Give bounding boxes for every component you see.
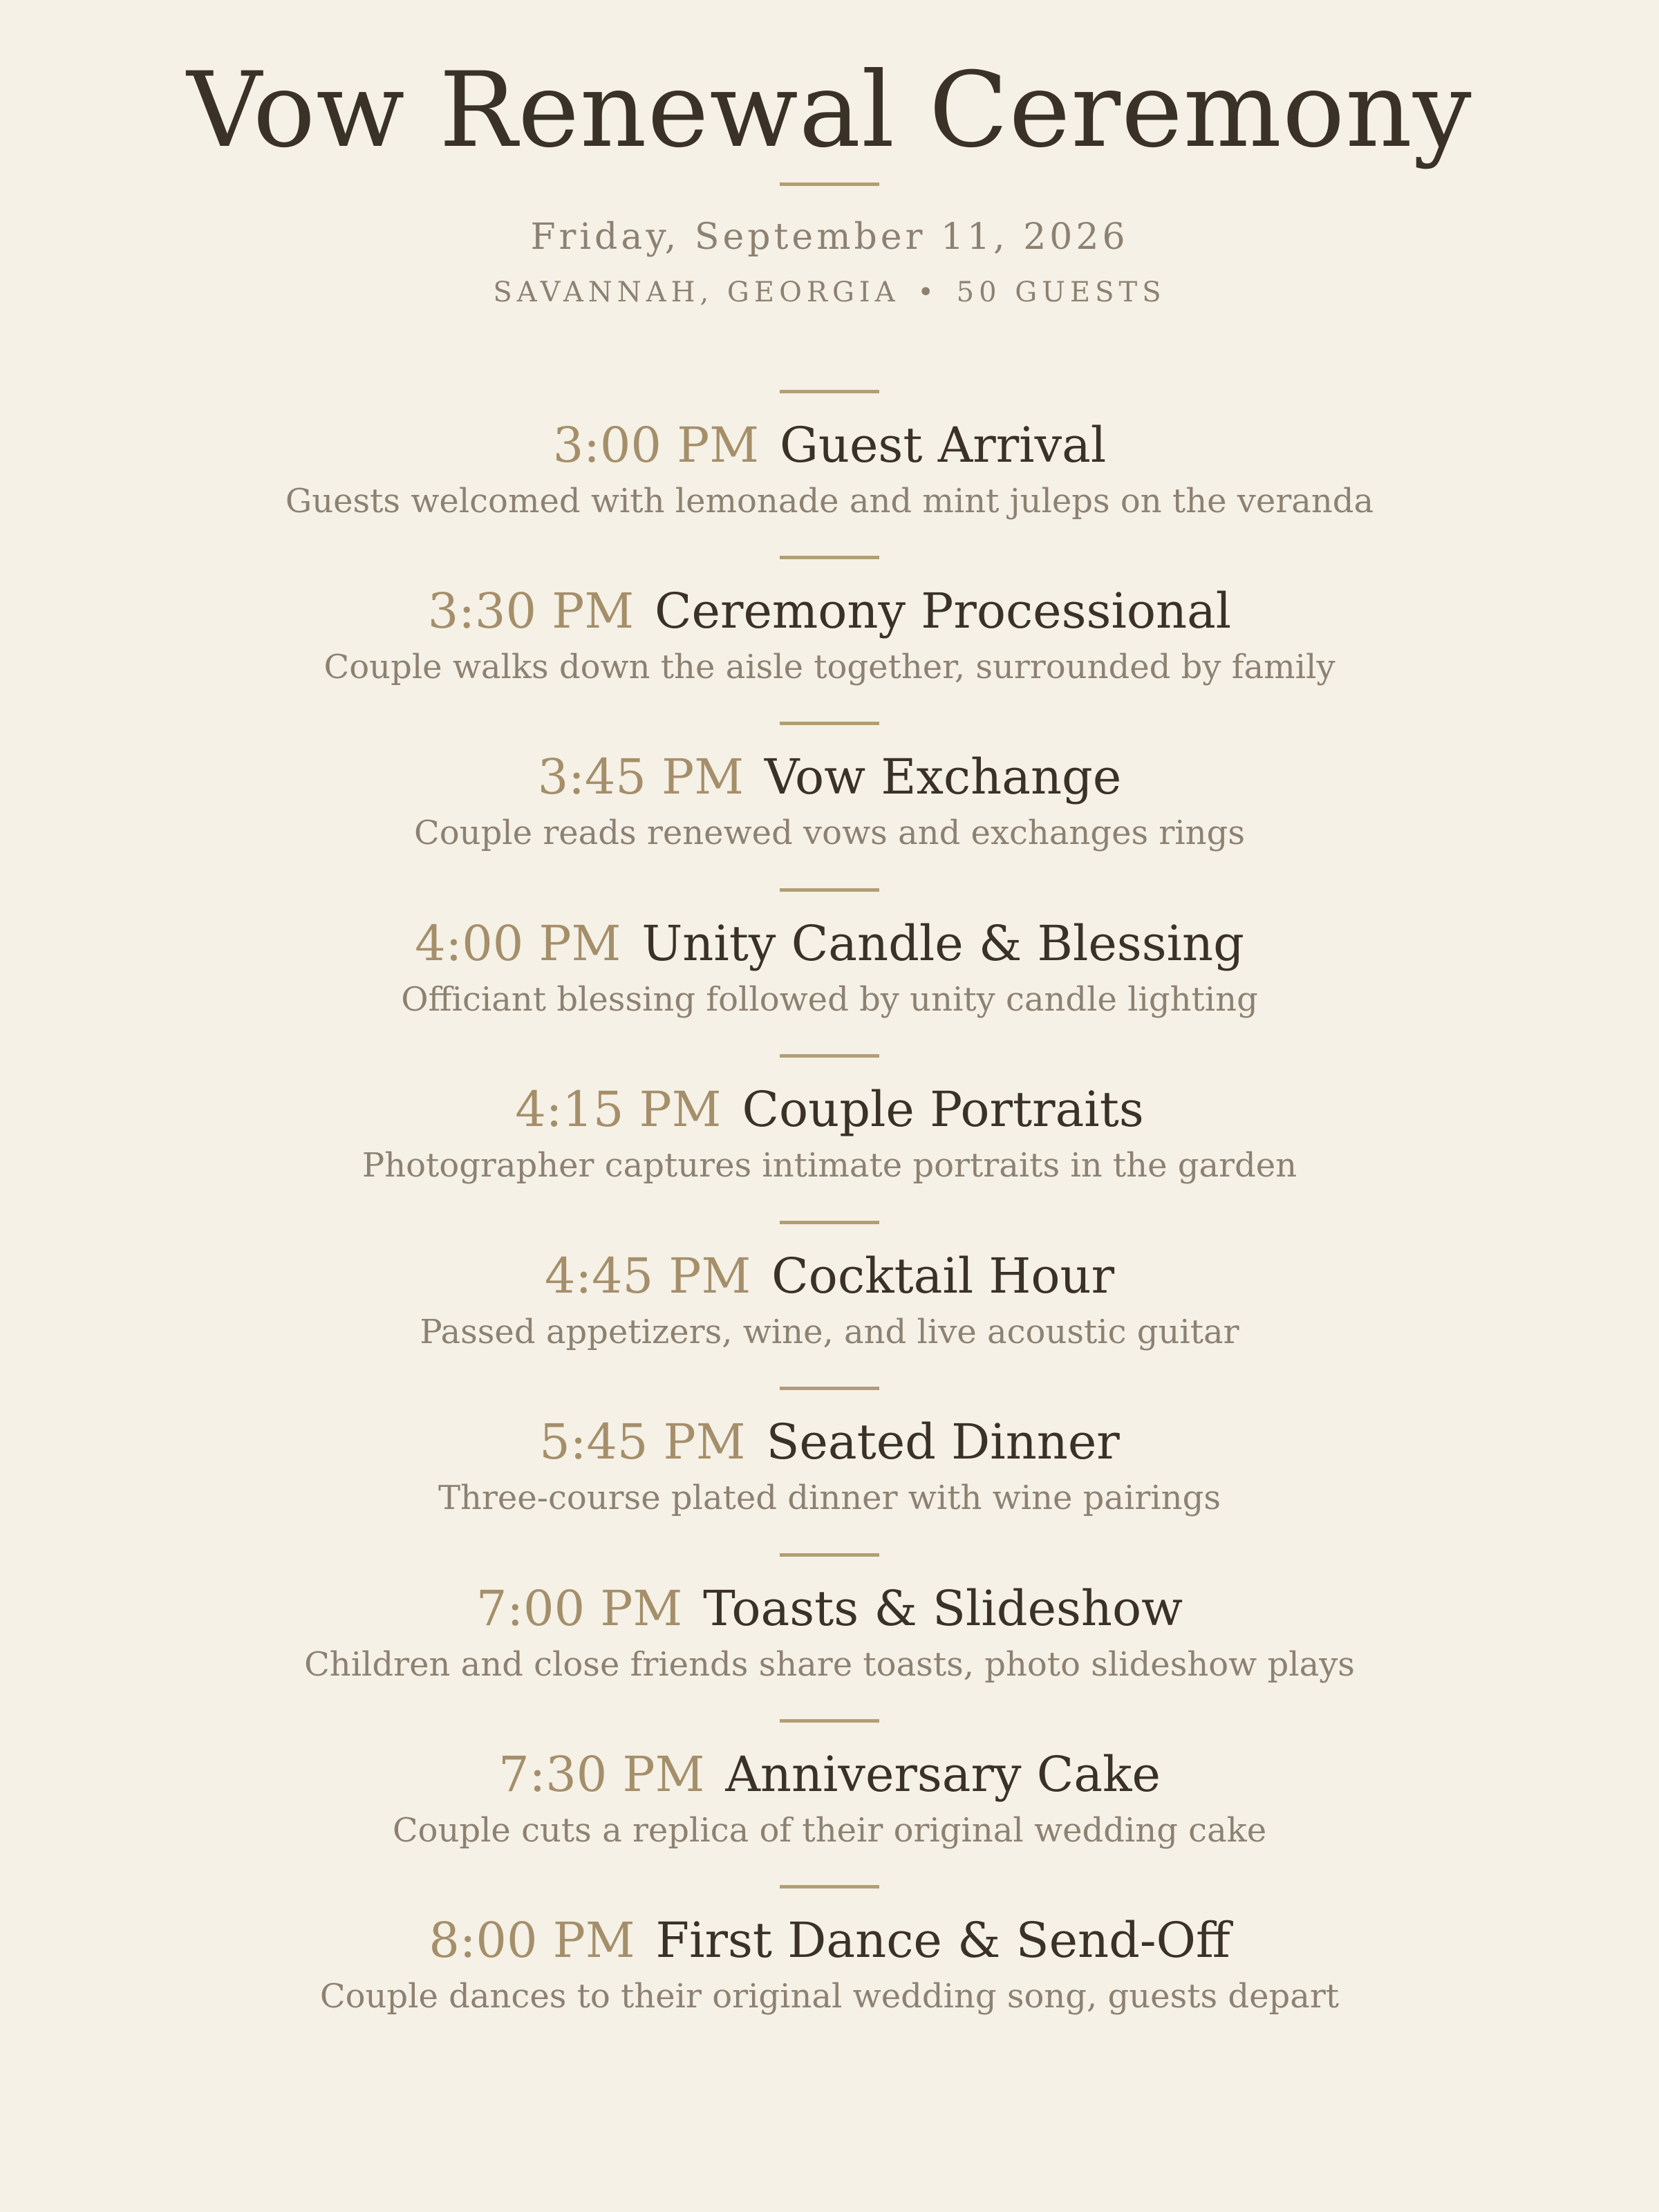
item-name: First Dance & Send-Off xyxy=(655,1912,1230,1969)
item-name: Anniversary Cake xyxy=(725,1746,1161,1803)
guest-count: 50 GUESTS xyxy=(956,276,1166,308)
item-name: Vow Exchange xyxy=(764,749,1122,805)
item-divider xyxy=(780,556,879,559)
item-heading xyxy=(0,1241,1659,1311)
item-time: 8:00 PM xyxy=(429,1912,635,1969)
item-divider xyxy=(780,1387,879,1390)
item-heading xyxy=(0,742,1659,812)
item-description: Passed appetizers, wine, and live acoustic guitar xyxy=(420,1313,1239,1351)
item-name: Unity Candle & Blessing xyxy=(641,915,1244,972)
schedule-item xyxy=(0,888,1659,1054)
event-date: Friday, September 11, 2026 xyxy=(530,216,1129,258)
schedule-item xyxy=(0,556,1659,722)
item-heading xyxy=(0,411,1659,480)
schedule-item xyxy=(0,1719,1659,1885)
item-divider xyxy=(780,722,879,725)
item-time: 4:45 PM xyxy=(544,1248,751,1304)
item-heading xyxy=(0,577,1659,646)
item-heading xyxy=(0,1740,1659,1809)
item-name: Cocktail Hour xyxy=(771,1248,1115,1304)
item-name: Ceremony Processional xyxy=(655,583,1232,639)
item-heading xyxy=(0,1075,1659,1144)
item-name: Couple Portraits xyxy=(742,1081,1144,1138)
item-description: Photographer captures intimate portraits in the garden xyxy=(362,1146,1297,1185)
item-description: Children and close friends share toasts, photo slideshow plays xyxy=(304,1645,1355,1684)
item-heading xyxy=(0,1574,1659,1643)
location-line xyxy=(0,275,1659,310)
item-divider xyxy=(780,1221,879,1224)
item-time: 4:15 PM xyxy=(515,1081,722,1138)
item-divider xyxy=(780,1719,879,1723)
schedule-item xyxy=(0,1387,1659,1553)
schedule-item xyxy=(0,722,1659,888)
item-heading xyxy=(0,909,1659,978)
item-description: Couple reads renewed vows and exchanges rings xyxy=(414,814,1245,852)
separator-dot: • xyxy=(917,276,939,308)
item-description: Couple dances to their original wedding song, guests depart xyxy=(319,1977,1340,2016)
item-heading xyxy=(0,1407,1659,1477)
location-text: SAVANNAH, GEORGIA xyxy=(493,276,900,308)
item-divider xyxy=(780,1054,879,1058)
item-name: Toasts & Slideshow xyxy=(703,1580,1183,1637)
item-description: Couple walks down the aisle together, surrounded by family xyxy=(324,648,1335,686)
item-description: Guests welcomed with lemonade and mint juleps on the veranda xyxy=(285,482,1374,521)
item-time: 5:45 PM xyxy=(539,1414,746,1470)
item-description: Officiant blessing followed by unity candle lighting xyxy=(401,980,1258,1019)
item-divider xyxy=(780,1885,879,1888)
schedule-item xyxy=(0,1553,1659,1719)
page-title: Vow Renewal Ceremony xyxy=(187,50,1472,171)
item-description: Couple cuts a replica of their original wedding cake xyxy=(392,1811,1267,1850)
item-heading xyxy=(0,1906,1659,1975)
schedule-item xyxy=(0,390,1659,556)
title-divider xyxy=(780,182,879,186)
item-description: Three-course plated dinner with wine pairings xyxy=(438,1479,1221,1517)
item-time: 3:00 PM xyxy=(552,417,759,474)
schedule-item xyxy=(0,1054,1659,1220)
item-time: 7:30 PM xyxy=(498,1746,705,1803)
item-name: Seated Dinner xyxy=(766,1414,1120,1470)
item-time: 3:30 PM xyxy=(427,583,634,639)
item-divider xyxy=(780,1553,879,1557)
item-divider xyxy=(780,888,879,892)
item-divider xyxy=(780,390,879,393)
schedule-item xyxy=(0,1221,1659,1387)
item-time: 3:45 PM xyxy=(537,749,744,805)
item-time: 4:00 PM xyxy=(415,915,621,972)
item-name: Guest Arrival xyxy=(779,417,1107,474)
item-time: 7:00 PM xyxy=(476,1580,683,1637)
schedule-item xyxy=(0,1885,1659,2051)
